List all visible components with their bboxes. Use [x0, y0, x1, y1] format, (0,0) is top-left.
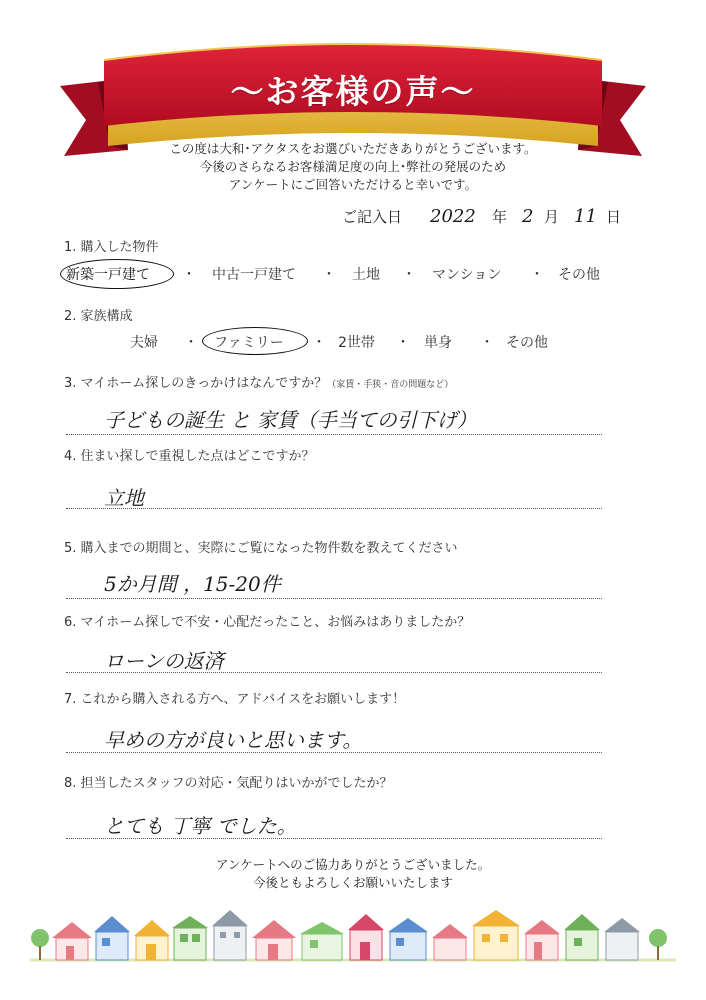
date-day: 11	[574, 206, 597, 227]
intro-line: 今後のさらなるお客様満足度の向上･弊社の発展のため	[199, 159, 507, 174]
house-icon	[300, 922, 344, 960]
q2-option-couple: 夫婦	[130, 335, 158, 351]
question-3-label	[64, 372, 453, 391]
date-month: 2	[522, 206, 534, 227]
thanks-line: アンケートへのご協力ありがとうございました。	[215, 857, 491, 872]
houses-illustration	[30, 908, 676, 968]
thanks-line: 今後ともよろしくお願いいたします	[252, 875, 453, 890]
house-icon	[472, 910, 520, 960]
answer-6: ローンの返済	[104, 649, 224, 673]
answer-line	[66, 752, 602, 753]
answer-3: 子どもの誕生 と 家賃（手当ての引下げ）	[104, 408, 477, 432]
answer-8: とても 丁寧 でした。	[104, 814, 297, 838]
intro-line: この度は大和･アクタスをお選びいただきありがとうございます。	[169, 141, 537, 156]
house-icon	[172, 916, 208, 960]
q2-option-single: 単身	[424, 335, 452, 351]
intro-text	[0, 140, 706, 194]
house-icon	[134, 920, 170, 960]
q1-option-land: 土地	[352, 267, 380, 283]
answer-line	[66, 508, 602, 509]
q1-option-used-house: 中古一戸建て	[212, 267, 296, 283]
date-label: ご記入日	[342, 208, 403, 226]
house-icon	[52, 922, 92, 960]
separator: ・	[322, 267, 336, 283]
question-2-label: 2. 家族構成	[64, 309, 133, 324]
date-day-unit: 日	[606, 208, 622, 226]
answer-4: 立地	[104, 486, 144, 510]
separator: ・	[396, 335, 410, 351]
house-icon	[604, 918, 640, 960]
answer-line	[66, 598, 602, 599]
house-icon	[212, 910, 248, 960]
separator: ・	[184, 335, 198, 351]
intro-line: アンケートにご回答いただけると幸いです。	[228, 177, 478, 192]
house-icon	[388, 918, 428, 960]
house-icon	[348, 914, 384, 960]
house-icon	[252, 920, 296, 960]
question-7-label: 7. これから購入される方へ、アドバイスをお願いします！	[64, 692, 406, 707]
page-title: ～お客様の声～	[230, 72, 476, 111]
question-3-note: （家賃・手狭・音の問題など）	[327, 380, 454, 390]
question-4-label: 4. 住まい探しで重視した点はどこですか？	[64, 449, 315, 464]
house-icon	[94, 916, 130, 960]
date-year-unit: 年	[492, 208, 508, 226]
separator: ・	[530, 267, 544, 283]
q1-option-new-house: 新築一戸建て	[66, 267, 150, 283]
question-3-text: 3. マイホーム探しのきっかけはなんですか？	[64, 376, 328, 391]
question-1-label: 1. 購入した物件	[64, 240, 159, 255]
separator: ・	[480, 335, 494, 351]
house-icon	[524, 920, 560, 960]
house-icon	[432, 924, 468, 960]
q1-option-mansion: マンション	[432, 267, 502, 283]
date-year: 2022	[430, 206, 476, 227]
answer-7: 早めの方が良いと思います。	[104, 728, 363, 752]
q2-option-two-generation: 2世帯	[338, 335, 375, 351]
thanks-text	[0, 856, 706, 892]
q1-option-other: その他	[558, 267, 600, 283]
question-8-label: 8. 担当したスタッフの対応・気配りはいかがでしたか？	[64, 776, 393, 791]
q2-option-family: ファミリー	[214, 335, 284, 351]
date-month-unit: 月	[544, 208, 560, 226]
tree-icon	[649, 929, 667, 960]
separator: ・	[402, 267, 416, 283]
question-6-label: 6. マイホーム探しで不安・心配だったこと、お悩みはありましたか？	[64, 615, 471, 630]
answer-line	[66, 838, 602, 839]
tree-icon	[31, 929, 49, 960]
answer-line	[66, 434, 602, 435]
house-icon	[564, 914, 600, 960]
answer-5: 5か月間 ，15-20件	[104, 572, 281, 596]
separator: ・	[312, 335, 326, 351]
question-5-label: 5. 購入までの期間と、実際にご覧になった物件数を教えてください	[64, 541, 458, 556]
q2-option-other: その他	[506, 335, 548, 351]
date-row	[330, 206, 660, 230]
answer-line	[66, 672, 602, 673]
separator: ・	[182, 267, 196, 283]
